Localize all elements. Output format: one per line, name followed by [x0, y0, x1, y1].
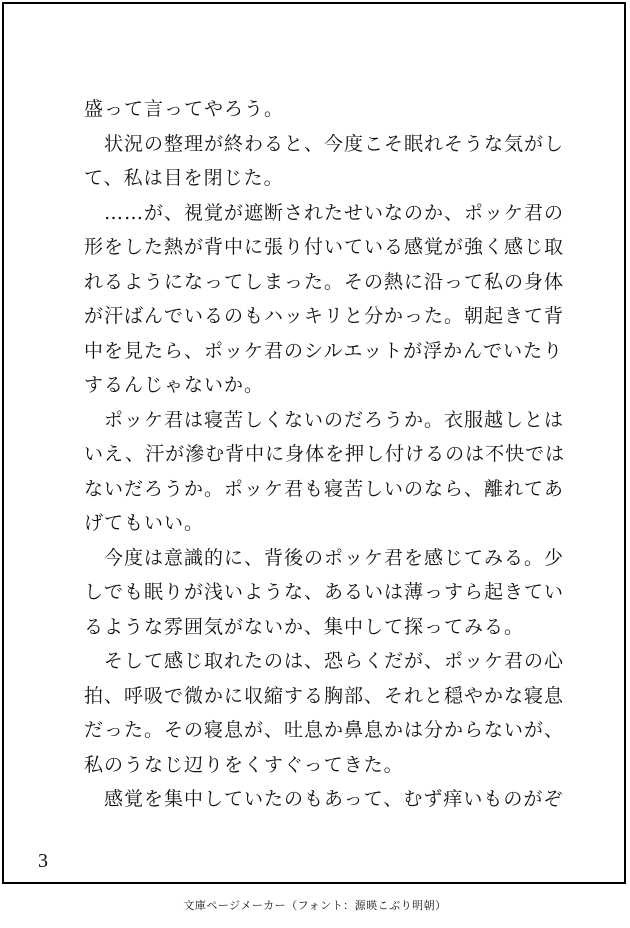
body-text — [84, 92, 564, 817]
text-line: れるようになってしまった。その熱に沿って私の身体 — [84, 270, 565, 293]
text-line: ……が、視覚が遮断されたせいなのか、ポッケ君の — [84, 201, 565, 224]
text-line: しでも眠りが浅いような、あるいは薄っすら起きてい — [84, 581, 565, 603]
page-number: 3 — [38, 850, 48, 872]
footer-credit: 文庫ページメーカー（フォント：源暎こぶり明朝） — [183, 899, 447, 912]
text-line: ないだろうか。ポッケ君も寝苦しいのなら、離れてあ — [84, 477, 565, 500]
text-line: 状況の整理が終わると、今度こそ眠れそうな気がし — [84, 132, 565, 155]
text-line: が汗ばんでいるのもハッキリと分かった。朝起きて背 — [84, 305, 565, 327]
text-line: ポッケ君は寝苦しくないのだろうか。衣服越しとは — [84, 408, 565, 431]
text-line: るような雰囲気がないか、集中して探ってみる。 — [84, 615, 525, 638]
text-line: て、私は目を閉じた。 — [84, 167, 284, 189]
text-line: いえ、汗が滲む背中に身体を押し付けるのは不快では — [84, 443, 566, 465]
text-line: 拍、呼吸で微かに収縮する胸部、それと穏やかな寝息 — [84, 684, 565, 707]
text-line: 盛って言ってやろう。 — [84, 98, 285, 120]
text-line: 私のうなじ辺りをくすぐってきた。 — [84, 753, 404, 776]
text-line: 形をした熱が背中に張り付いている感覚が強く感じ取 — [84, 236, 565, 258]
text-line: するんじゃないか。 — [84, 374, 265, 396]
text-line: 感覚を集中していたのもあって、むず痒いものがぞ — [84, 788, 564, 810]
text-line: だった。その寝息が、吐息か鼻息かは分からないが、 — [84, 719, 565, 741]
text-line: そして感じ取れたのは、恐らくだが、ポッケ君の心 — [84, 650, 565, 672]
text-line: げてもいい。 — [84, 512, 205, 534]
text-line: 中を見たら、ポッケ君のシルエットが浮かんでいたり — [84, 339, 564, 362]
text-line: 今度は意識的に、背後のポッケ君を感じてみる。少 — [84, 546, 565, 569]
page-frame — [2, 2, 626, 884]
